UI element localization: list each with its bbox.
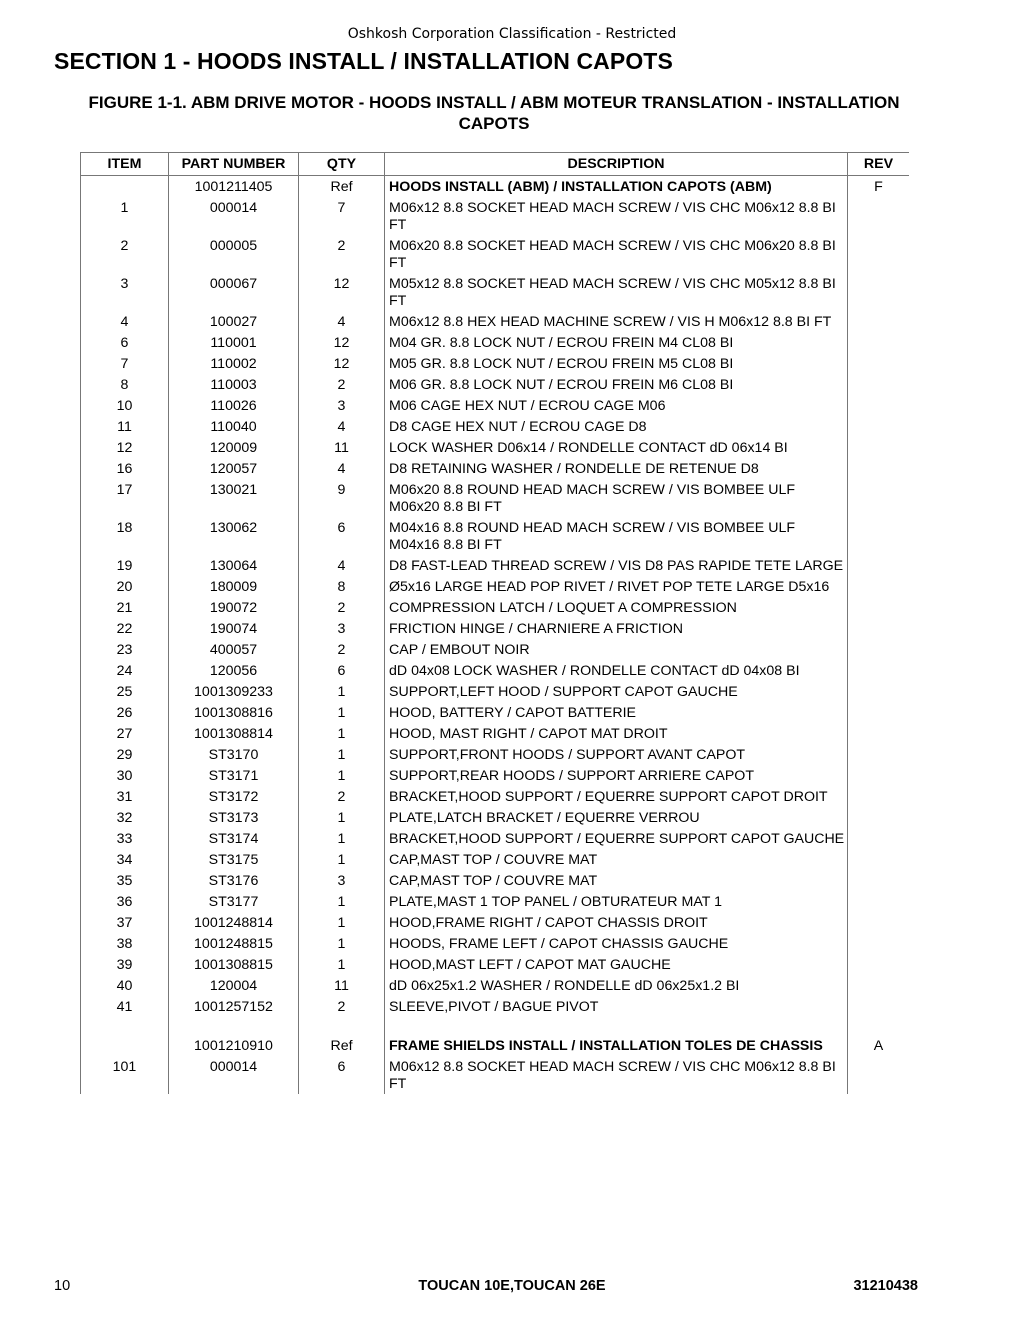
qty-cell: 1 xyxy=(299,681,385,702)
item-cell: 22 xyxy=(81,618,169,639)
table-row xyxy=(81,954,910,975)
rev-cell xyxy=(848,1056,910,1094)
qty-cell: 1 xyxy=(299,723,385,744)
item-cell: 4 xyxy=(81,311,169,332)
item-cell: 37 xyxy=(81,912,169,933)
item-cell: 35 xyxy=(81,870,169,891)
rev-cell xyxy=(848,849,910,870)
item-cell: 29 xyxy=(81,744,169,765)
qty-cell: 6 xyxy=(299,1056,385,1094)
item-cell: 31 xyxy=(81,786,169,807)
rev-cell xyxy=(848,723,910,744)
qty-cell: 4 xyxy=(299,311,385,332)
qty-cell: 7 xyxy=(299,197,385,235)
part-number-cell: 1001309233 xyxy=(169,681,299,702)
description-cell: COMPRESSION LATCH / LOQUET A COMPRESSION xyxy=(385,597,848,618)
item-cell: 11 xyxy=(81,416,169,437)
rev-cell xyxy=(848,374,910,395)
table-row xyxy=(81,374,910,395)
description-cell: HOOD, MAST RIGHT / CAPOT MAT DROIT xyxy=(385,723,848,744)
table-row xyxy=(81,353,910,374)
part-number-cell: 000067 xyxy=(169,273,299,311)
qty-cell: 12 xyxy=(299,353,385,374)
description-cell: D8 RETAINING WASHER / RONDELLE DE RETENUE D8 xyxy=(385,458,848,479)
rev-cell xyxy=(848,912,910,933)
item-cell: 21 xyxy=(81,597,169,618)
qty-cell: 2 xyxy=(299,374,385,395)
qty-cell: 1 xyxy=(299,891,385,912)
item-cell: 101 xyxy=(81,1056,169,1094)
table-row xyxy=(81,681,910,702)
qty-cell: 4 xyxy=(299,416,385,437)
description-cell: HOOD,FRAME RIGHT / CAPOT CHASSIS DROIT xyxy=(385,912,848,933)
table-row xyxy=(81,849,910,870)
part-number-cell: 1001308814 xyxy=(169,723,299,744)
item-cell: 34 xyxy=(81,849,169,870)
parts-table xyxy=(80,152,909,1094)
qty-cell: 12 xyxy=(299,273,385,311)
table-row xyxy=(81,933,910,954)
part-number-cell: 110040 xyxy=(169,416,299,437)
table-row xyxy=(81,660,910,681)
part-number-cell: 1001211405 xyxy=(169,176,299,198)
qty-cell: 6 xyxy=(299,660,385,681)
part-number-cell: 400057 xyxy=(169,639,299,660)
rev-cell xyxy=(848,437,910,458)
qty-cell: 2 xyxy=(299,996,385,1017)
table-row xyxy=(81,517,910,555)
part-number-cell: 110002 xyxy=(169,353,299,374)
table-row xyxy=(81,912,910,933)
item-cell: 33 xyxy=(81,828,169,849)
part-number-cell: ST3170 xyxy=(169,744,299,765)
table-row xyxy=(81,332,910,353)
part-number-cell: 1001308815 xyxy=(169,954,299,975)
qty-cell: 11 xyxy=(299,437,385,458)
rev-cell xyxy=(848,618,910,639)
page-number: 10 xyxy=(54,1278,71,1294)
description-cell: M06x12 8.8 HEX HEAD MACHINE SCREW / VIS H M06x12 8.8 BI FT xyxy=(385,311,848,332)
part-number-cell: 190074 xyxy=(169,618,299,639)
qty-cell: 1 xyxy=(299,912,385,933)
part-number-cell: 190072 xyxy=(169,597,299,618)
table-row xyxy=(81,416,910,437)
section-title: SECTION 1 - HOODS INSTALL / INSTALLATION CAPOTS xyxy=(54,48,673,74)
document-number: 31210438 xyxy=(853,1278,918,1294)
part-number-cell: 110001 xyxy=(169,332,299,353)
qty-cell: 2 xyxy=(299,597,385,618)
qty-cell: 3 xyxy=(299,870,385,891)
part-number-cell: 110003 xyxy=(169,374,299,395)
part-number-cell: ST3171 xyxy=(169,765,299,786)
table-row xyxy=(81,395,910,416)
description-cell: D8 CAGE HEX NUT / ECROU CAGE D8 xyxy=(385,416,848,437)
column-header-description: DESCRIPTION xyxy=(385,153,848,176)
rev-cell xyxy=(848,870,910,891)
qty-cell: 2 xyxy=(299,639,385,660)
rev-cell xyxy=(848,576,910,597)
table-header-row xyxy=(81,153,910,176)
item-cell: 8 xyxy=(81,374,169,395)
item-cell: 41 xyxy=(81,996,169,1017)
part-number-cell: 130062 xyxy=(169,517,299,555)
part-number-cell: 000014 xyxy=(169,1056,299,1094)
parts-table-container xyxy=(80,152,909,1242)
item-cell: 17 xyxy=(81,479,169,517)
description-cell: HOODS INSTALL (ABM) / INSTALLATION CAPOTS (ABM) xyxy=(385,176,848,198)
qty-cell: 12 xyxy=(299,332,385,353)
item-cell xyxy=(81,176,169,198)
item-cell xyxy=(81,1035,169,1056)
description-cell: M06 GR. 8.8 LOCK NUT / ECROU FREIN M6 CL08 BI xyxy=(385,374,848,395)
description-cell: M06x20 8.8 SOCKET HEAD MACH SCREW / VIS CHC M06x20 8.8 BI FT xyxy=(385,235,848,273)
description-cell: BRACKET,HOOD SUPPORT / EQUERRE SUPPORT CAPOT GAUCHE xyxy=(385,828,848,849)
table-row xyxy=(81,975,910,996)
qty-cell: 11 xyxy=(299,975,385,996)
table-row xyxy=(81,235,910,273)
part-number-cell: ST3172 xyxy=(169,786,299,807)
item-cell: 36 xyxy=(81,891,169,912)
table-row xyxy=(81,807,910,828)
qty-cell: 6 xyxy=(299,517,385,555)
part-number-cell: 000005 xyxy=(169,235,299,273)
part-number-cell: 120057 xyxy=(169,458,299,479)
rev-cell xyxy=(848,744,910,765)
parts-table-body xyxy=(81,176,910,1095)
rev-cell xyxy=(848,416,910,437)
spacer-cell xyxy=(848,1017,910,1035)
part-number-cell: 1001248814 xyxy=(169,912,299,933)
part-number-cell: 100027 xyxy=(169,311,299,332)
part-number-cell: 130021 xyxy=(169,479,299,517)
part-number-cell: ST3173 xyxy=(169,807,299,828)
table-row xyxy=(81,597,910,618)
table-row xyxy=(81,273,910,311)
table-row xyxy=(81,479,910,517)
item-cell: 18 xyxy=(81,517,169,555)
part-number-cell: 110026 xyxy=(169,395,299,416)
description-cell: SUPPORT,LEFT HOOD / SUPPORT CAPOT GAUCHE xyxy=(385,681,848,702)
qty-cell: 9 xyxy=(299,479,385,517)
table-row xyxy=(81,786,910,807)
item-cell: 6 xyxy=(81,332,169,353)
item-cell: 24 xyxy=(81,660,169,681)
table-row xyxy=(81,618,910,639)
part-number-cell: 120004 xyxy=(169,975,299,996)
column-header-part-number: PART NUMBER xyxy=(169,153,299,176)
table-row xyxy=(81,197,910,235)
rev-cell xyxy=(848,765,910,786)
qty-cell: 1 xyxy=(299,807,385,828)
description-cell: D8 FAST-LEAD THREAD SCREW / VIS D8 PAS RAPIDE TETE LARGE xyxy=(385,555,848,576)
rev-cell: A xyxy=(848,1035,910,1056)
spacer-cell xyxy=(169,1017,299,1035)
table-row xyxy=(81,702,910,723)
column-header-rev: REV xyxy=(848,153,910,176)
classification-label: Oshkosh Corporation Classification - Restricted xyxy=(347,26,677,42)
qty-cell: 3 xyxy=(299,395,385,416)
spacer-cell xyxy=(81,1017,169,1035)
column-header-item: ITEM xyxy=(81,153,169,176)
description-cell: CAP / EMBOUT NOIR xyxy=(385,639,848,660)
part-number-cell: 120009 xyxy=(169,437,299,458)
qty-cell: 1 xyxy=(299,702,385,723)
item-cell: 27 xyxy=(81,723,169,744)
item-cell: 30 xyxy=(81,765,169,786)
part-number-cell: ST3177 xyxy=(169,891,299,912)
item-cell: 26 xyxy=(81,702,169,723)
rev-cell xyxy=(848,395,910,416)
table-spacer-row xyxy=(81,1017,910,1035)
table-row xyxy=(81,437,910,458)
rev-cell xyxy=(848,555,910,576)
rev-cell: F xyxy=(848,176,910,198)
item-cell: 32 xyxy=(81,807,169,828)
item-cell: 20 xyxy=(81,576,169,597)
description-cell: M05 GR. 8.8 LOCK NUT / ECROU FREIN M5 CL08 BI xyxy=(385,353,848,374)
rev-cell xyxy=(848,458,910,479)
table-row xyxy=(81,891,910,912)
table-row xyxy=(81,639,910,660)
rev-cell xyxy=(848,517,910,555)
qty-cell: 1 xyxy=(299,954,385,975)
item-cell: 38 xyxy=(81,933,169,954)
rev-cell xyxy=(848,660,910,681)
spacer-cell xyxy=(299,1017,385,1035)
table-row xyxy=(81,744,910,765)
table-row xyxy=(81,1056,910,1094)
rev-cell xyxy=(848,311,910,332)
description-cell: HOOD,MAST LEFT / CAPOT MAT GAUCHE xyxy=(385,954,848,975)
description-cell: M05x12 8.8 SOCKET HEAD MACH SCREW / VIS CHC M05x12 8.8 BI FT xyxy=(385,273,848,311)
part-number-cell: 120056 xyxy=(169,660,299,681)
table-row xyxy=(81,555,910,576)
rev-cell xyxy=(848,597,910,618)
part-number-cell: 130064 xyxy=(169,555,299,576)
item-cell: 7 xyxy=(81,353,169,374)
rev-cell xyxy=(848,235,910,273)
table-row xyxy=(81,311,910,332)
qty-cell: 1 xyxy=(299,849,385,870)
description-cell: HOOD, BATTERY / CAPOT BATTERIE xyxy=(385,702,848,723)
description-cell: M06x12 8.8 SOCKET HEAD MACH SCREW / VIS CHC M06x12 8.8 BI FT xyxy=(385,197,848,235)
description-cell: M06x12 8.8 SOCKET HEAD MACH SCREW / VIS CHC M06x12 8.8 BI FT xyxy=(385,1056,848,1094)
description-cell: PLATE,MAST 1 TOP PANEL / OBTURATEUR MAT 1 xyxy=(385,891,848,912)
qty-cell: 2 xyxy=(299,235,385,273)
rev-cell xyxy=(848,828,910,849)
item-cell: 40 xyxy=(81,975,169,996)
item-cell: 12 xyxy=(81,437,169,458)
description-cell: PLATE,LATCH BRACKET / EQUERRE VERROU xyxy=(385,807,848,828)
column-header-qty: QTY xyxy=(299,153,385,176)
table-row xyxy=(81,723,910,744)
part-number-cell: ST3174 xyxy=(169,828,299,849)
figure-title: FIGURE 1-1. ABM DRIVE MOTOR - HOODS INSTALL / ABM MOTEUR TRANSLATION - INSTALLATION CAPOTS xyxy=(88,93,900,133)
table-row xyxy=(81,1035,910,1056)
rev-cell xyxy=(848,933,910,954)
item-cell: 3 xyxy=(81,273,169,311)
description-cell: HOODS, FRAME LEFT / CAPOT CHASSIS GAUCHE xyxy=(385,933,848,954)
table-row xyxy=(81,828,910,849)
rev-cell xyxy=(848,975,910,996)
qty-cell: Ref xyxy=(299,1035,385,1056)
description-cell: M04x16 8.8 ROUND HEAD MACH SCREW / VIS BOMBEE ULF M04x16 8.8 BI FT xyxy=(385,517,848,555)
part-number-cell: 1001210910 xyxy=(169,1035,299,1056)
item-cell: 2 xyxy=(81,235,169,273)
table-row xyxy=(81,176,910,198)
description-cell: Ø5x16 LARGE HEAD POP RIVET / RIVET POP TETE LARGE D5x16 xyxy=(385,576,848,597)
part-number-cell: ST3175 xyxy=(169,849,299,870)
table-row xyxy=(81,765,910,786)
description-cell: SLEEVE,PIVOT / BAGUE PIVOT xyxy=(385,996,848,1017)
qty-cell: 4 xyxy=(299,458,385,479)
qty-cell: Ref xyxy=(299,176,385,198)
description-cell: SUPPORT,FRONT HOODS / SUPPORT AVANT CAPOT xyxy=(385,744,848,765)
description-cell: M06 CAGE HEX NUT / ECROU CAGE M06 xyxy=(385,395,848,416)
description-cell: M04 GR. 8.8 LOCK NUT / ECROU FREIN M4 CL08 BI xyxy=(385,332,848,353)
description-cell: FRAME SHIELDS INSTALL / INSTALLATION TOLES DE CHASSIS xyxy=(385,1035,848,1056)
item-cell: 1 xyxy=(81,197,169,235)
qty-cell: 1 xyxy=(299,744,385,765)
item-cell: 16 xyxy=(81,458,169,479)
table-row xyxy=(81,870,910,891)
rev-cell xyxy=(848,353,910,374)
table-row xyxy=(81,458,910,479)
qty-cell: 8 xyxy=(299,576,385,597)
description-cell: FRICTION HINGE / CHARNIERE A FRICTION xyxy=(385,618,848,639)
rev-cell xyxy=(848,273,910,311)
description-cell: CAP,MAST TOP / COUVRE MAT xyxy=(385,849,848,870)
rev-cell xyxy=(848,332,910,353)
rev-cell xyxy=(848,996,910,1017)
rev-cell xyxy=(848,197,910,235)
rev-cell xyxy=(848,639,910,660)
qty-cell: 2 xyxy=(299,786,385,807)
qty-cell: 1 xyxy=(299,828,385,849)
item-cell: 23 xyxy=(81,639,169,660)
description-cell: dD 06x25x1.2 WASHER / RONDELLE dD 06x25x1.2 BI xyxy=(385,975,848,996)
part-number-cell: 1001257152 xyxy=(169,996,299,1017)
table-row xyxy=(81,576,910,597)
part-number-cell: 000014 xyxy=(169,197,299,235)
part-number-cell: 1001248815 xyxy=(169,933,299,954)
description-cell: BRACKET,HOOD SUPPORT / EQUERRE SUPPORT CAPOT DROIT xyxy=(385,786,848,807)
description-cell: LOCK WASHER D06x14 / RONDELLE CONTACT dD 06x14 BI xyxy=(385,437,848,458)
rev-cell xyxy=(848,786,910,807)
rev-cell xyxy=(848,702,910,723)
rev-cell xyxy=(848,479,910,517)
item-cell: 39 xyxy=(81,954,169,975)
qty-cell: 4 xyxy=(299,555,385,576)
item-cell: 10 xyxy=(81,395,169,416)
part-number-cell: ST3176 xyxy=(169,870,299,891)
rev-cell xyxy=(848,681,910,702)
item-cell: 19 xyxy=(81,555,169,576)
description-cell: CAP,MAST TOP / COUVRE MAT xyxy=(385,870,848,891)
part-number-cell: 180009 xyxy=(169,576,299,597)
rev-cell xyxy=(848,807,910,828)
footer-models: TOUCAN 10E,TOUCAN 26E xyxy=(418,1278,606,1294)
description-cell: SUPPORT,REAR HOODS / SUPPORT ARRIERE CAPOT xyxy=(385,765,848,786)
rev-cell xyxy=(848,891,910,912)
description-cell: M06x20 8.8 ROUND HEAD MACH SCREW / VIS BOMBEE ULF M06x20 8.8 BI FT xyxy=(385,479,848,517)
item-cell: 25 xyxy=(81,681,169,702)
qty-cell: 3 xyxy=(299,618,385,639)
qty-cell: 1 xyxy=(299,765,385,786)
description-cell: dD 04x08 LOCK WASHER / RONDELLE CONTACT dD 04x08 BI xyxy=(385,660,848,681)
table-row xyxy=(81,996,910,1017)
spacer-cell xyxy=(385,1017,848,1035)
rev-cell xyxy=(848,954,910,975)
part-number-cell: 1001308816 xyxy=(169,702,299,723)
qty-cell: 1 xyxy=(299,933,385,954)
